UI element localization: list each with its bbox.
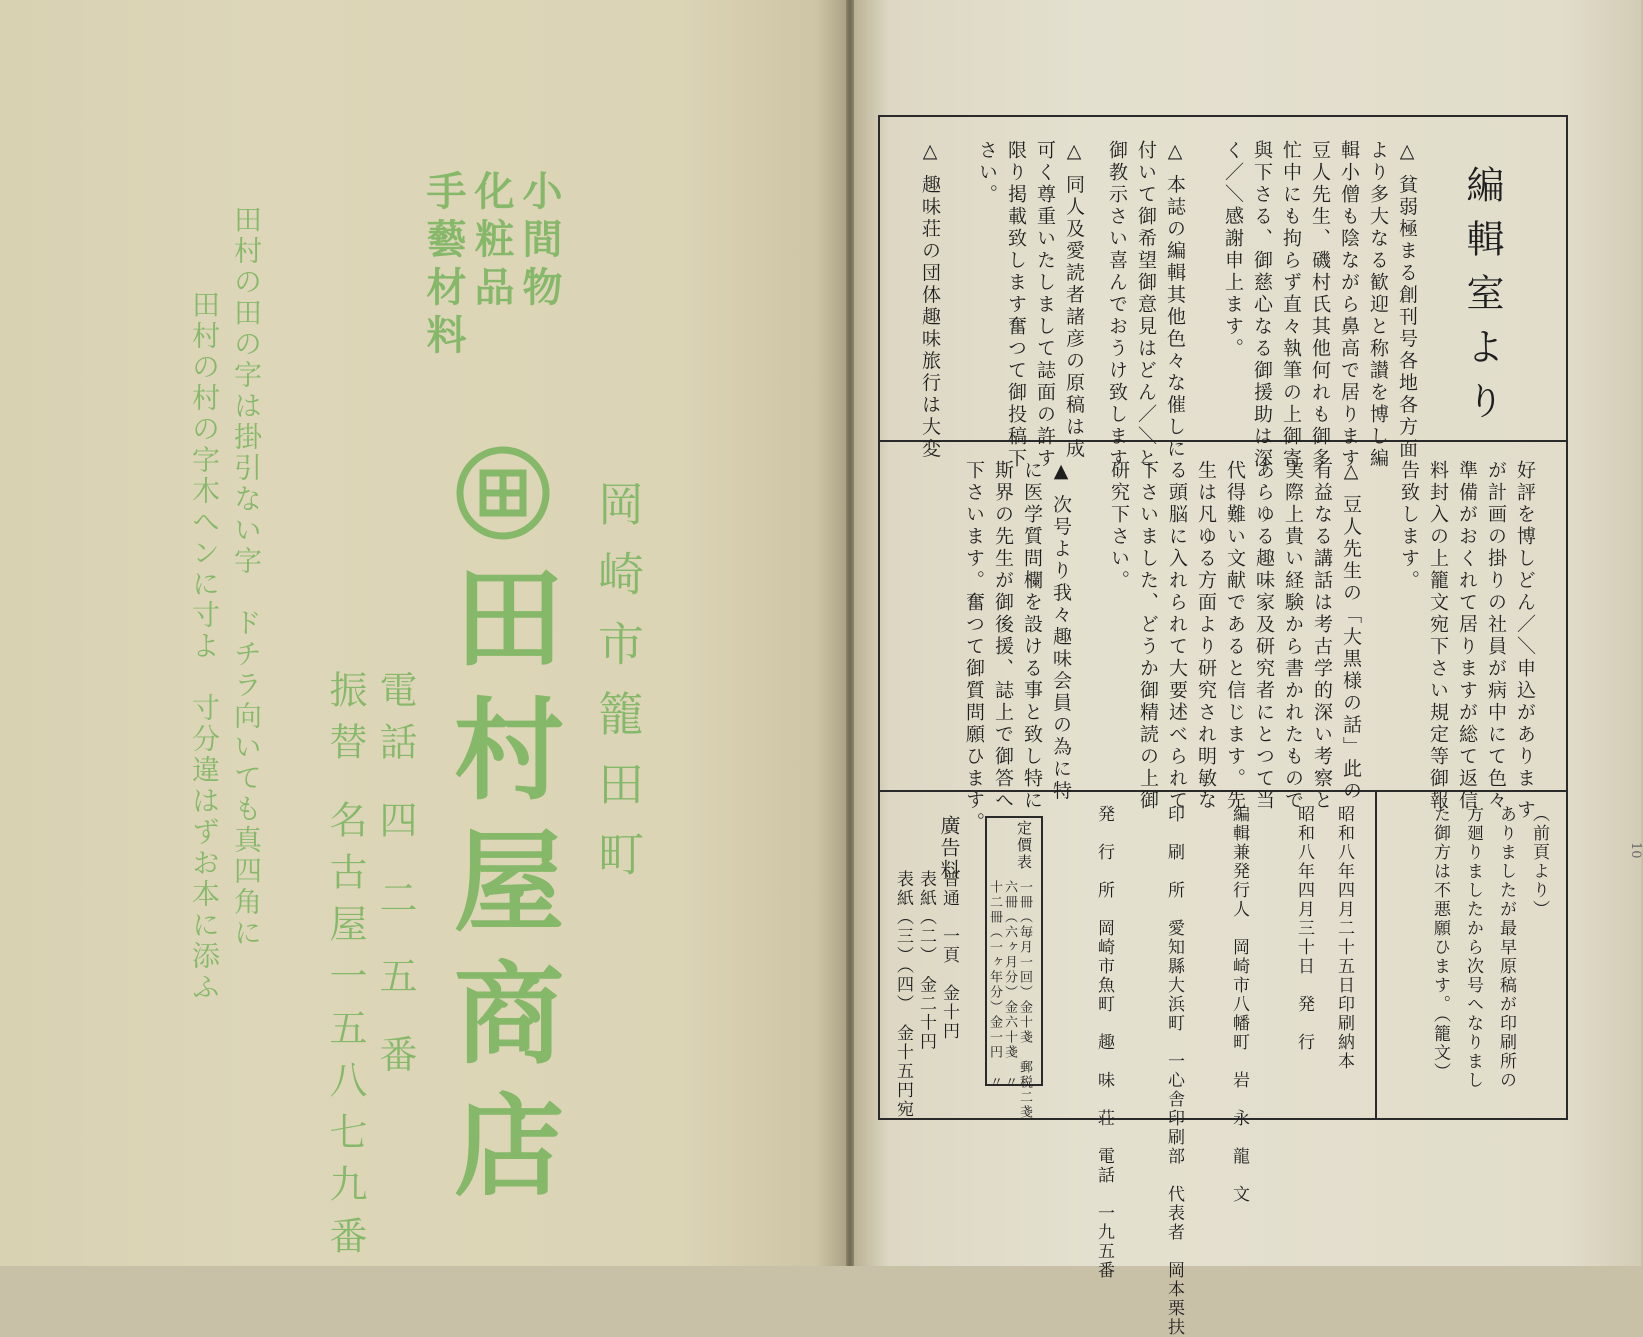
lower-column: に医学質問欄を設ける事と致し特に bbox=[1021, 460, 1043, 812]
lower-column: 実際上貴い経験から書かれたもので bbox=[1282, 460, 1304, 812]
category-line-2: 化粧品 bbox=[468, 170, 514, 314]
lower-column: 下さいます。奮つて御質問願ひます。 bbox=[963, 460, 985, 834]
frame-divider-vertical bbox=[1375, 790, 1377, 1120]
shop-name: 田村屋商店 bbox=[436, 560, 564, 1220]
colophon-printer: 印 刷 所 愛知縣大浜町 一心舎印刷部 代表者 岡本栗扶 bbox=[1164, 805, 1184, 1337]
lower-column: 代得難い文献であると信じます。先 bbox=[1224, 460, 1246, 812]
continued-note: た御方は不悪願ひます。（籠文） bbox=[1430, 805, 1450, 1082]
lower-column: 料封入の上籠文宛下さい規定等御報 bbox=[1427, 460, 1449, 812]
lower-column: あらゆる趣味家及研究者にとつて当 bbox=[1253, 460, 1275, 812]
lower-column: る頭脳に入れられて大要述べられて bbox=[1166, 460, 1188, 812]
lower-column: 準備がおくれて居りますが総て返信 bbox=[1456, 460, 1478, 812]
upper-column: 付いて御希望御意見はどん／＼と bbox=[1135, 140, 1157, 470]
upper-column: △ 本誌の編輯其他色々な催しに bbox=[1164, 140, 1186, 461]
ad-note-line-1: 田村の田の字は掛引ない字 ドチラ向いても真四角に bbox=[230, 205, 263, 949]
shop-telephone: 電話 四 二 五 番 bbox=[373, 670, 417, 1087]
continued-note: ありましたが最早原稿が印刷所の bbox=[1496, 805, 1516, 1090]
upper-column: より多大なる歓迎と称讃を博し編 bbox=[1367, 140, 1389, 470]
ad-note-line-2: 田村の村の字木へンに寸よ 寸分違はずお本に添ふ bbox=[188, 290, 221, 1003]
editorial-heading: 編輯室より bbox=[1460, 165, 1504, 435]
upper-column: 與下さる、御慈心なる御援助は深 bbox=[1251, 140, 1273, 470]
lower-column: 斯界の先生が御後援、誌上で御答へ bbox=[992, 460, 1014, 812]
lower-column: 告致します。 bbox=[1398, 460, 1420, 592]
continued-note: （前頁より） bbox=[1529, 805, 1549, 919]
upper-column: さい。 bbox=[976, 140, 998, 206]
upper-column: △ 趣味荘の団体趣味旅行は大変 bbox=[919, 140, 941, 461]
ad-rates-row: 表紙（三）（四） 金十五円宛 bbox=[893, 870, 913, 1119]
upper-column: く／＼感謝申上ます。 bbox=[1222, 140, 1244, 360]
upper-column: △ 同人及愛読者諸彦の原稿は成 bbox=[1063, 140, 1085, 461]
lower-column: が計画の掛りの社員が病中にて色々 bbox=[1485, 460, 1507, 812]
continued-note: 方廻りましたから次号へなりまし bbox=[1463, 805, 1483, 1090]
upper-column: 忙中にも拘らず直々執筆の上御寄 bbox=[1280, 140, 1302, 470]
page-number: 10 bbox=[1628, 842, 1643, 859]
ad-rates-row: 表紙（二） 金二十円 bbox=[916, 870, 936, 1052]
price-table-row: 六冊（六ヶ月分）金六十戔 〃 bbox=[1002, 880, 1017, 1090]
upper-column: 豆人先生、磯村氏其他何れも御多 bbox=[1309, 140, 1331, 470]
upper-column: △ 貧弱極まる創刊号各地各方面 bbox=[1396, 140, 1418, 461]
lower-column: 有益なる講話は考古学的深い考察と bbox=[1311, 460, 1333, 812]
upper-column: 限り掲載致します奮つて御投稿下 bbox=[1005, 140, 1027, 470]
shop-logo-icon bbox=[455, 445, 551, 541]
upper-column: 輯小僧も陰ながら鼻高で居ります bbox=[1338, 140, 1360, 470]
colophon-print-date: 昭和八年四月二十五日印刷納本 bbox=[1334, 805, 1354, 1071]
upper-column: 可く尊重いたしまして誌面の許す bbox=[1034, 140, 1056, 470]
lower-column: 好評を博しどん／＼申込がありま す bbox=[1514, 460, 1536, 822]
frame-divider-upper bbox=[878, 440, 1568, 442]
colophon-publish-date: 昭和八年四月三十日 発 行 bbox=[1294, 805, 1314, 1052]
price-table-title: 定價表 bbox=[1015, 820, 1033, 871]
colophon-publisher: 発 行 所 岡崎市魚町 趣 味 荘 電話 一九五番 bbox=[1094, 805, 1114, 1280]
category-line-1: 小間物 bbox=[516, 170, 562, 314]
book-gutter bbox=[846, 0, 854, 1266]
lower-column: ▲ 次号より我々趣味会員の為に特 bbox=[1050, 460, 1072, 803]
price-table-row: 十二冊（一ヶ年分）金一円 〃 bbox=[987, 880, 1002, 1090]
lower-column: △ 豆人先生の「大黒様の話」此の bbox=[1340, 460, 1362, 803]
lower-column: 下さいました、どうか御精読の上御 bbox=[1137, 460, 1159, 812]
colophon-editor: 編輯兼発行人 岡崎市八幡町 岩 永 龍 文 bbox=[1229, 805, 1249, 1204]
upper-column: 御教示さい喜んでおうけ致します bbox=[1106, 140, 1128, 470]
shop-address: 岡崎市籠田町 bbox=[591, 480, 645, 900]
ad-rates-row: 普通 一頁 金十円 bbox=[939, 870, 959, 1041]
lower-column: 生は凡ゆる方面より研究され明敏な bbox=[1195, 460, 1217, 812]
ad-rates-title: 廣告料 bbox=[937, 815, 961, 881]
category-line-3: 手藝材料 bbox=[420, 170, 466, 362]
lower-column: 研究下さい。 bbox=[1108, 460, 1130, 592]
price-table-row: 一冊（毎月一回）金十戔 郵税二戔 bbox=[1017, 880, 1032, 1120]
shop-transfer-account: 振替 名古屋一五八七九番 bbox=[323, 670, 367, 1269]
